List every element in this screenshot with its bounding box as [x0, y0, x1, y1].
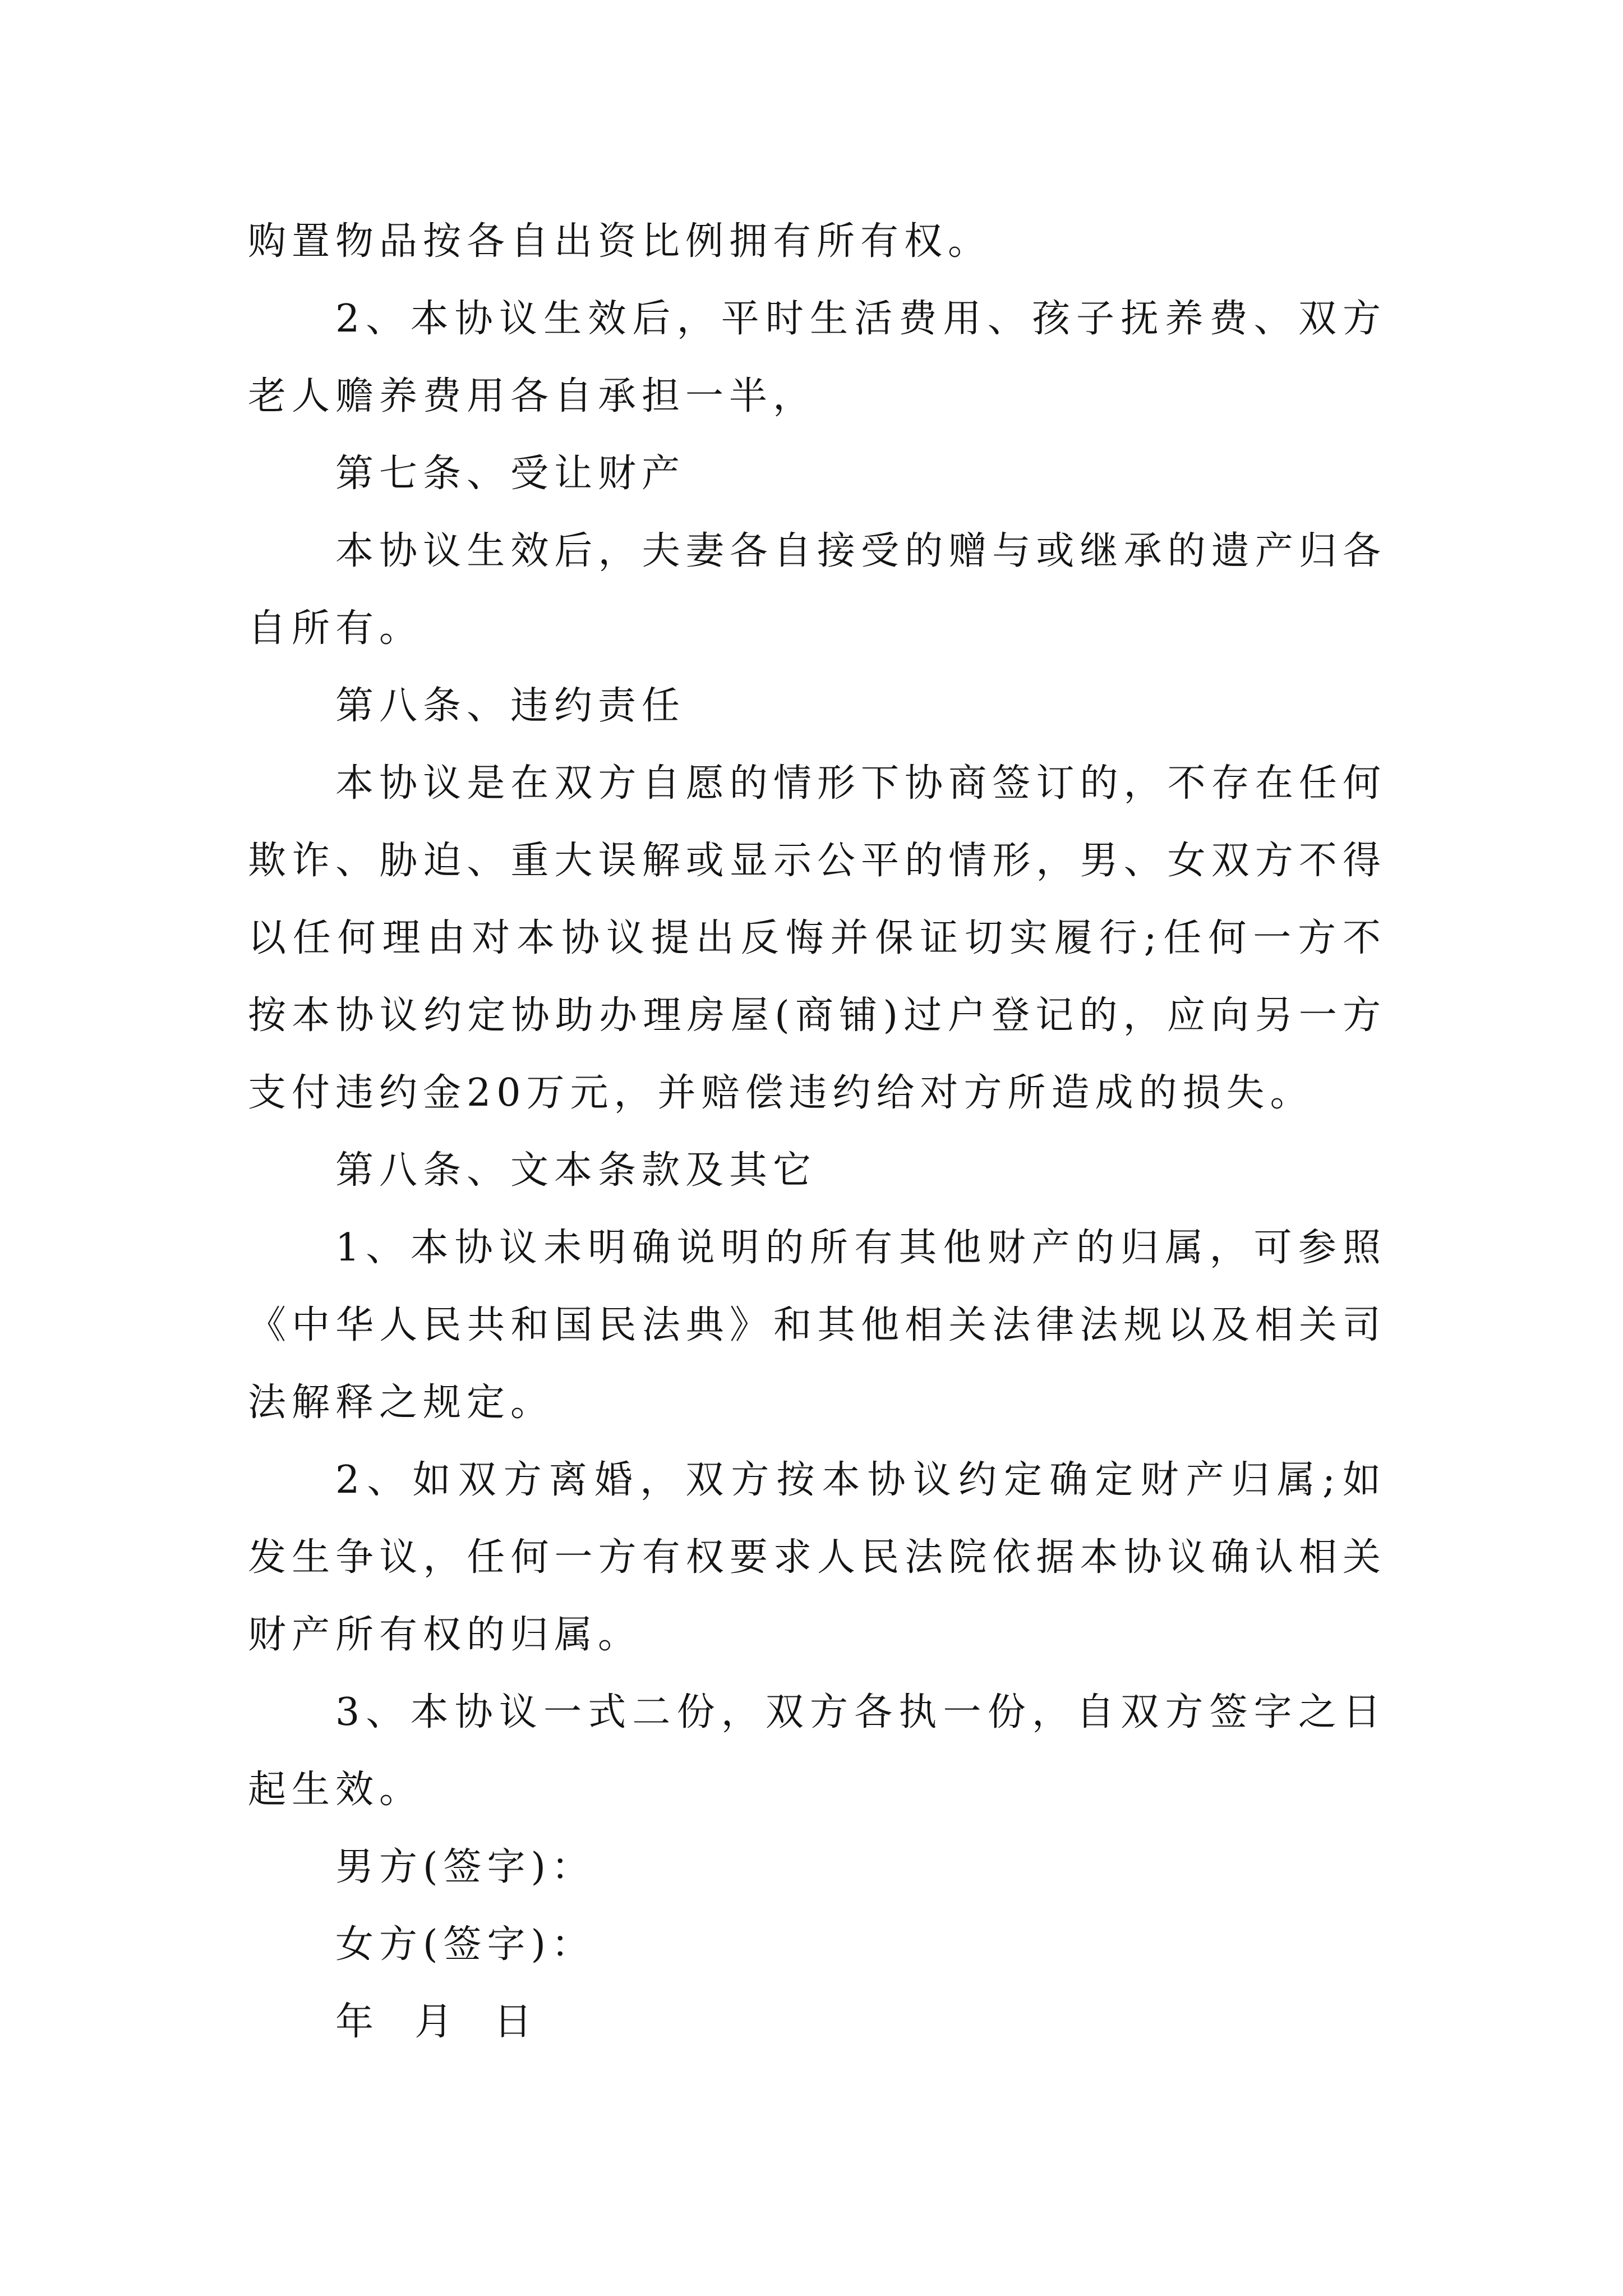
paragraph-term-2: 2、如双方离婚，双方按本协议约定确定财产归属;如发生争议，任何一方有权要求人民法院依据本协议确认相关财产所有权的归属。 — [248, 1458, 1386, 1657]
signature-block — [248, 1829, 1386, 2061]
paragraph-term-3: 3、本协议一式二份，双方各执一份，自双方签字之日起生效。 — [248, 1690, 1386, 1812]
paragraph-ownership-purchases: 购置物品按各自出资比例拥有所有权。 — [248, 219, 992, 264]
date-line: 年 月 日 — [335, 2000, 538, 2044]
document-body — [248, 203, 1386, 2061]
paragraph-breach-liability: 本协议是在双方自愿的情形下协商签订的，不存在任何欺诈、胁迫、重大误解或显示公平的情形，男、女双方不得以任何理由对本协议提出反悔并保证切实履行;任何一方不按本协议约定协助办理房屋(商铺)过户登记的，应向另一方支付违约金20万元，并赔偿违约给对方所造成的损失。 — [248, 761, 1386, 1115]
male-signature-line: 男方(签字)： — [335, 1845, 596, 1889]
paragraph-received-property: 本协议生效后，夫妻各自接受的赠与或继承的遗产归各自所有。 — [248, 529, 1386, 651]
heading-article-7: 第七条、受让财产 — [335, 452, 686, 496]
heading-article-8-terms: 第八条、文本条款及其它 — [335, 1148, 817, 1193]
female-signature-line: 女方(签字)： — [335, 1922, 596, 1967]
paragraph-living-expenses: 2、本协议生效后，平时生活费用、孩子抚养费、双方老人赡养费用各自承担一半， — [248, 297, 1386, 418]
heading-article-8-liability: 第八条、违约责任 — [335, 684, 686, 728]
paragraph-term-1: 1、本协议未明确说明的所有其他财产的归属，可参照《中华人民共和国民法典》和其他相关法律法规以及相关司法解释之规定。 — [248, 1226, 1386, 1425]
